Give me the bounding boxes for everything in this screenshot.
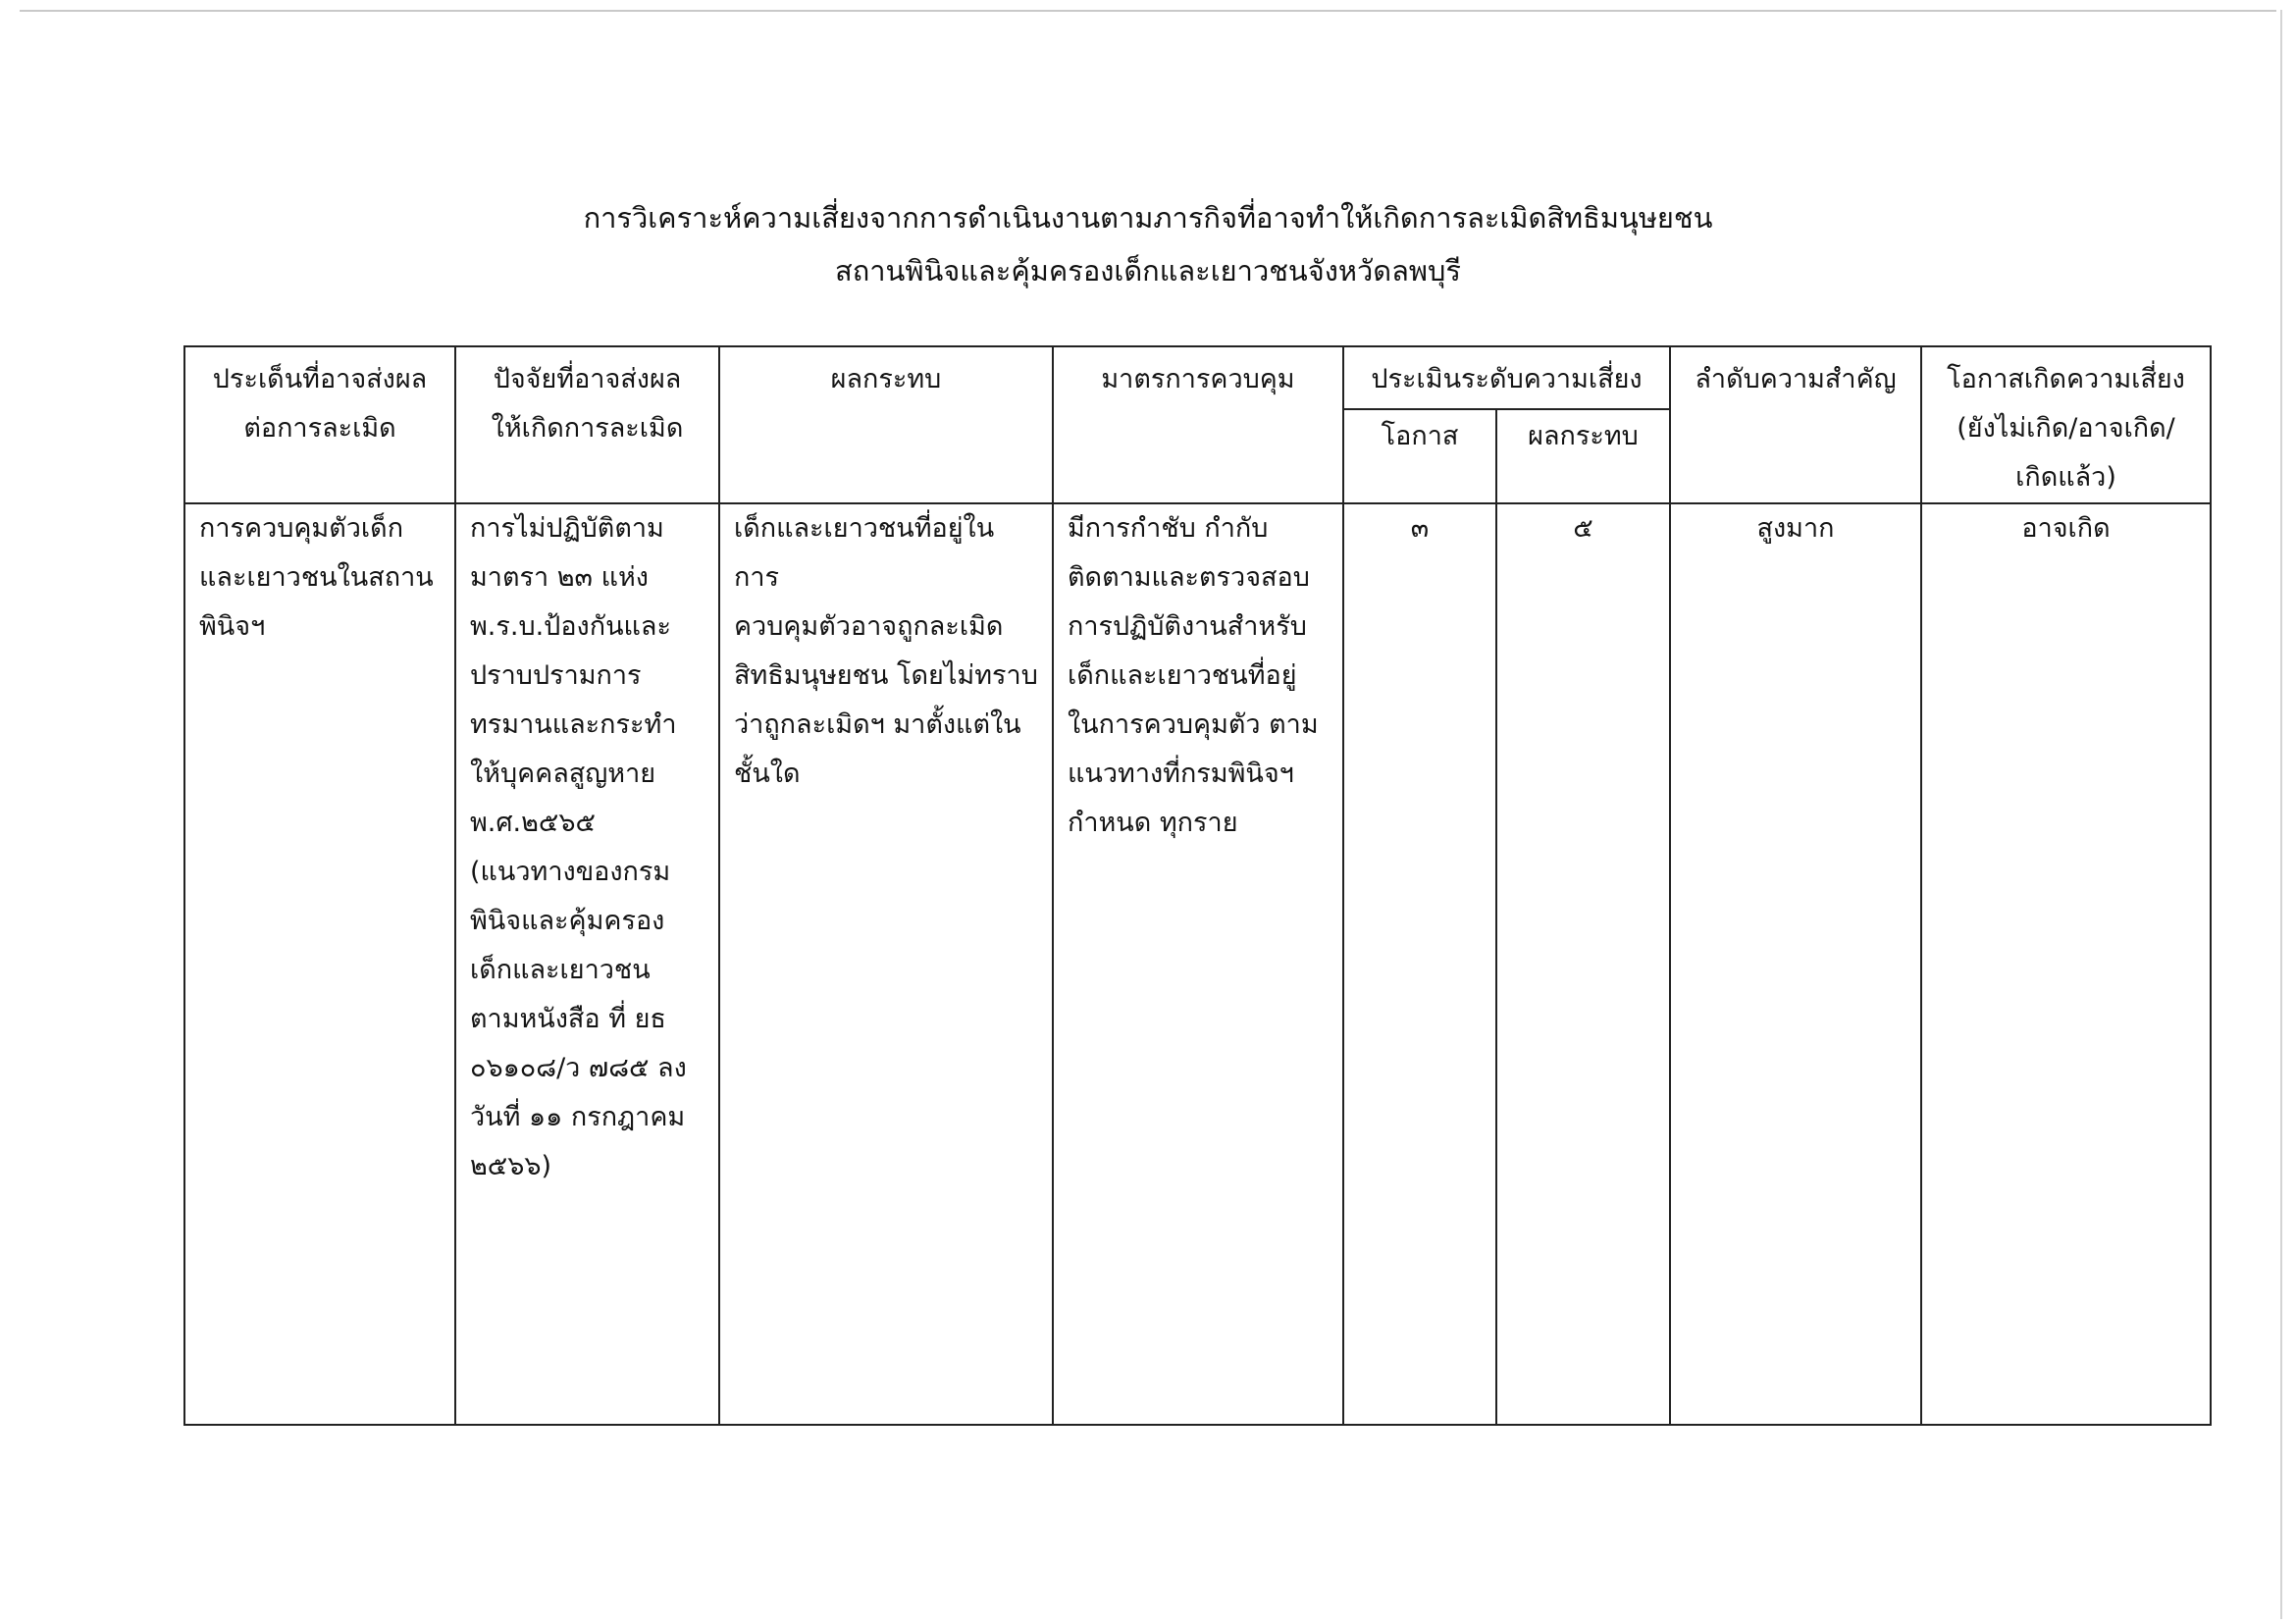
header-risk-assessment: ประเมินระดับความเสี่ยง: [1343, 346, 1670, 409]
table-header-row: [184, 346, 2211, 409]
header-impact: ผลกระทบ: [719, 346, 1053, 503]
cell-impact: เด็กและเยาวชนที่อยู่ในการ ควบคุมตัวอาจถูกละเมิด สิทธิมนุษยชน โดยไม่ทราบ ว่าถูกละเมิดฯ มาตั้งแต่ใน ชั้นใด: [719, 503, 1053, 1425]
page-edge: [20, 10, 2276, 12]
table-row: [184, 503, 2211, 1425]
header-issue: ประเด็นที่อาจส่งผล ต่อการละเมิด: [184, 346, 455, 503]
cell-occurrence: อาจเกิด: [1921, 503, 2211, 1425]
header-occurrence: โอกาสเกิดความเสี่ยง (ยังไม่เกิด/อาจเกิด/ เกิดแล้ว): [1921, 346, 2211, 503]
header-control: มาตรการควบคุม: [1053, 346, 1343, 503]
cell-impact-level: ๕: [1496, 503, 1670, 1425]
cell-likelihood: ๓: [1343, 503, 1496, 1425]
header-likelihood: โอกาส: [1343, 409, 1496, 503]
header-impact-level: ผลกระทบ: [1496, 409, 1670, 503]
risk-analysis-table: [183, 345, 2212, 1426]
document-title: การวิเคราะห์ความเสี่ยงจากการดำเนินงานตามภารกิจที่อาจทำให้เกิดการละเมิดสิทธิมนุษยชน: [583, 201, 1713, 235]
header-priority: ลำดับความสำคัญ: [1670, 346, 1921, 503]
cell-factor: การไม่ปฏิบัติตาม มาตรา ๒๓ แห่ง พ.ร.บ.ป้องกันและ ปราบปรามการ ทรมานและกระทำ ให้บุคคลสูญหาย พ.ศ.๒๕๖๕ (แนวทางของกรม พินิจและคุ้มครอง เด็กและเยาวชน ตามหนังสือ ที่ ยธ ๐๖๑๐๘/ว ๗๘๕ ลง วันที่ ๑๑ กรกฎาคม ๒๕๖๖): [455, 503, 719, 1425]
cell-priority: สูงมาก: [1670, 503, 1921, 1425]
cell-issue: การควบคุมตัวเด็ก และเยาวชนในสถาน พินิจฯ: [184, 503, 455, 1425]
document-subtitle: สถานพินิจและคุ้มครองเด็กและเยาวชนจังหวัดลพบุรี: [835, 254, 1461, 288]
cell-control: มีการกำชับ กำกับ ติดตามและตรวจสอบ การปฏิบัติงานสำหรับ เด็กและเยาวชนที่อยู่ ในการควบคุมตัว ตาม แนวทางที่กรมพินิจฯ กำหนด ทุกราย: [1053, 503, 1343, 1425]
header-factor: ปัจจัยที่อาจส่งผล ให้เกิดการละเมิด: [455, 346, 719, 503]
